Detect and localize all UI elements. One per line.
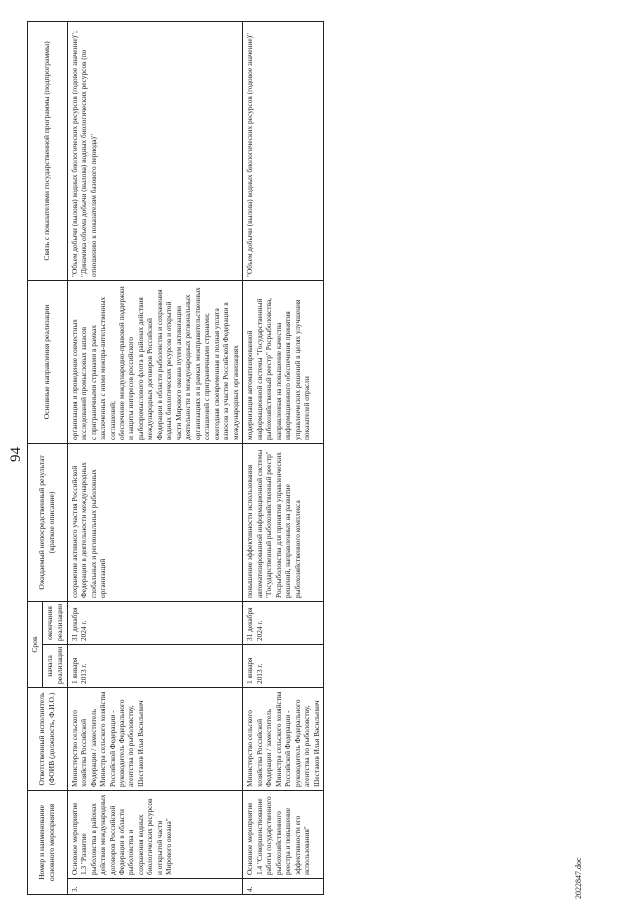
expected-result: сохранение активного участия Российской Федерации в деятельности международных глобальных и региональных рыболовных организаций	[67, 443, 243, 601]
header-responsible: Ответственный исполнитель (ФОИВ (должность, Ф.И.О.)	[28, 687, 68, 790]
header-row	[28, 21, 43, 894]
header-link: Связь с показателями государственной программы (подпрограммы)	[28, 21, 68, 280]
responsible-executor: Министерство сельского хозяйства Российской Федерации / заместитель Министра сельского хозяйства Российской Федерации - руководитель Федерального агентства по рыболовству, Шестаков Илья Васильевич	[67, 687, 243, 790]
header-directions: Основные направления реализации	[28, 280, 68, 443]
document-filename: 2022847.doc	[574, 857, 583, 899]
row-number: 3.	[67, 879, 243, 895]
header-result: Ожидаемый непосредственный результат (краткое описание)	[28, 443, 68, 601]
page-number: 94	[8, 447, 24, 462]
start-date: 1 января 2013 г.	[67, 644, 243, 687]
header-end: окончания реализации	[42, 601, 67, 644]
header-name: Номер и наименование основного мероприятия	[28, 790, 68, 894]
main-directions: модернизация автоматизированной информационной системы "Государственный рыбохозяйственный реестр" Росрыболовства, направленная на повышение качества информационного обеспечения принятия управленческих решений в целях улучшения показателей отрасли	[243, 280, 324, 443]
header-term: Срок	[28, 601, 43, 687]
main-directions: организация и проведение совместных исследований промысловых запасов с приграничными странами в рамках заключенных с ними межпра-вительственных соглашений; обеспечение международно-правовой поддержки и защиты интересов российского рыбопромыслового флота в районах действия международных договоров Российской Федерации в области рыболовства и сохранения водных биологических ресурсов и открытой части Мирового океана путем активизации деятельности в международных региональных организациях и в рамках межправительственных соглашений с приграничными странами; ежегодная своевременная и полная уплата взносов за участие Российской Федерации в международных организациях	[67, 280, 243, 443]
table-row	[67, 21, 243, 894]
activity-name: Основное мероприятие 1.4 "Совершенствование работы государственного рыбохозяйственного реестра и повышение эффективности его использования"	[243, 790, 324, 878]
start-date: 1 января 2013 г.	[243, 644, 324, 687]
expected-result: повышение эффективности использования автоматизированной информационной системы "Государственный рыбохозяйственный реестр" Росрыболовства для принятия управленческих решений, направленных на развитие рыбохозяйственного комплекса	[243, 443, 324, 601]
program-indicators-link: "Объем добычи (вылова) водных биологических ресурсов (годовое значение)"; "Динамика объема добычи (вылова) водных биологических ресурсов (по отношению к показателям базового периода)"	[67, 21, 243, 280]
activity-name: Основное мероприятие 1.3 "Развитие рыболовства в районах действия международных договоров Российской Федерации в области рыболовства и сохранения водных биологических ресурсов и открытой части Мирового океана"	[67, 790, 243, 878]
responsible-executor: Министерство сельского хозяйства Российской Федерации / заместитель Министра сельского хозяйства Российской Федерации - руководитель Федерального агентства по рыболовству, Шестаков Илья Васильевич	[243, 687, 324, 790]
header-start: начала реализации	[42, 644, 67, 687]
end-date: 31 декабря 2024 г.	[243, 601, 324, 644]
table-row	[243, 21, 324, 894]
activities-table	[27, 21, 324, 895]
program-indicators-link: "Объем добычи (вылова) водных биологических ресурсов (годовое значение)"	[243, 21, 324, 280]
row-number: 4.	[243, 879, 324, 895]
end-date: 31 декабря 2024 г.	[67, 601, 243, 644]
